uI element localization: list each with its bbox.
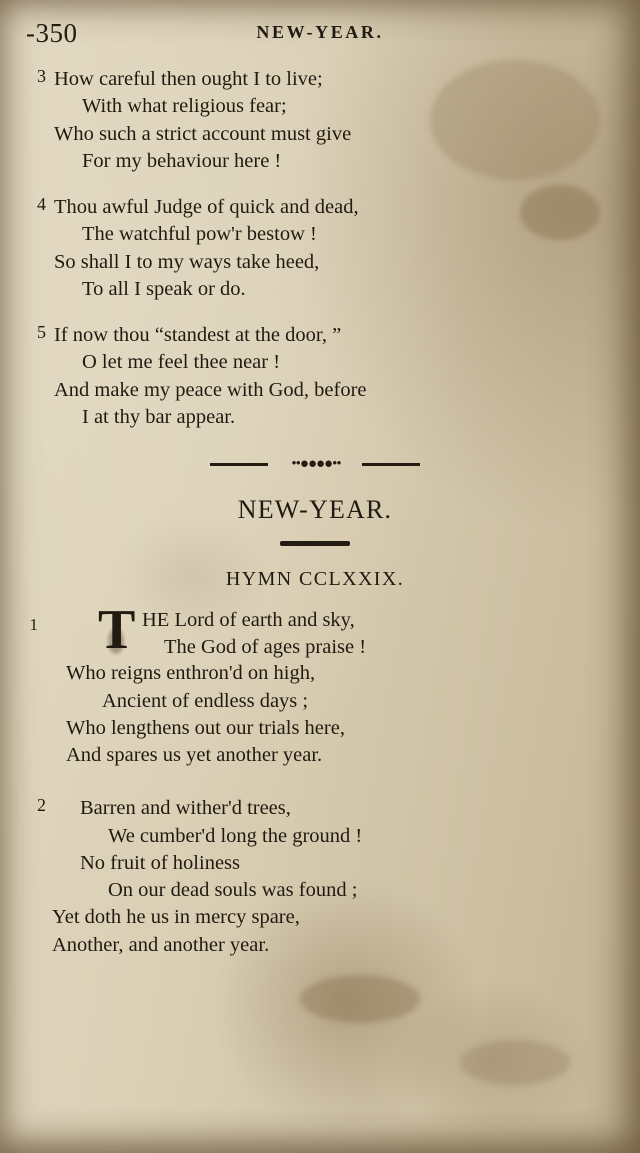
drop-cap: T [98, 599, 136, 661]
verse-line: Thou awful Judge of quick and dead, [54, 196, 359, 218]
verse-line: On our dead souls was found ; [108, 879, 358, 902]
stanza-number: 1 [29, 615, 38, 634]
verse-line: No fruit of holiness [80, 851, 240, 874]
stanza [24, 66, 606, 175]
stanza [24, 795, 606, 959]
verse-line: Ancient of endless days ; [102, 689, 309, 712]
verse-line: We cumber'd long the ground ! [108, 824, 363, 847]
verse-line: Who reigns enthron'd on high, [66, 662, 316, 685]
ornament-divider [24, 457, 606, 473]
stanza [24, 322, 606, 431]
verse-line: I at thy bar appear. [82, 405, 236, 428]
section-title: NEW-YEAR. [237, 495, 393, 524]
paper-stain [300, 975, 420, 1023]
verse-line: For my behaviour here ! [82, 149, 282, 172]
hymn-label: HYMN CCLXXIX. [225, 568, 405, 590]
ornament-bar-left [210, 463, 268, 466]
verse-line: Yet doth he us in mercy spare, [52, 906, 300, 929]
ornament-dots: ••●●●●•• [291, 456, 341, 472]
paper-stain [460, 1040, 570, 1085]
verse-block [24, 660, 606, 769]
stanza-number: 2 [37, 795, 46, 816]
verse-line: The God of ages praise ! [164, 635, 367, 658]
verse-line: Barren and wither'd trees, [80, 797, 291, 820]
verse-line: And spares us yet another year. [66, 744, 323, 767]
short-rule [280, 541, 350, 546]
verse-line: HE Lord of earth and sky, [142, 609, 355, 631]
verse-line: With what religious fear; [82, 95, 287, 118]
verse-line: O let me feel thee near ! [82, 351, 281, 374]
verse-line: Who lengthens out our trials here, [66, 716, 345, 739]
page-number: -350 [26, 18, 78, 48]
verse-line: Who such a strict account must give [54, 122, 352, 145]
stanza-number: 3 [37, 66, 46, 86]
verse-line: And make my peace with God, before [54, 378, 367, 401]
stanza [24, 599, 606, 769]
verse-line: How careful then ought I to live; [54, 68, 323, 90]
running-head: NEW-YEAR. [256, 22, 384, 42]
ornament-bar-right [362, 463, 420, 466]
stanza-number: 4 [37, 194, 46, 214]
verse-line: Another, and another year. [52, 933, 270, 956]
verse-line: To all I speak or do. [82, 277, 246, 300]
verse-line: The watchful pow'r bestow ! [82, 223, 317, 246]
stanza [24, 194, 606, 303]
verse-line: So shall I to my ways take heed, [54, 250, 320, 273]
page-header [24, 18, 606, 52]
verse-line: If now thou “standest at the door, ” [54, 324, 342, 346]
stanza-number: 5 [37, 322, 46, 342]
